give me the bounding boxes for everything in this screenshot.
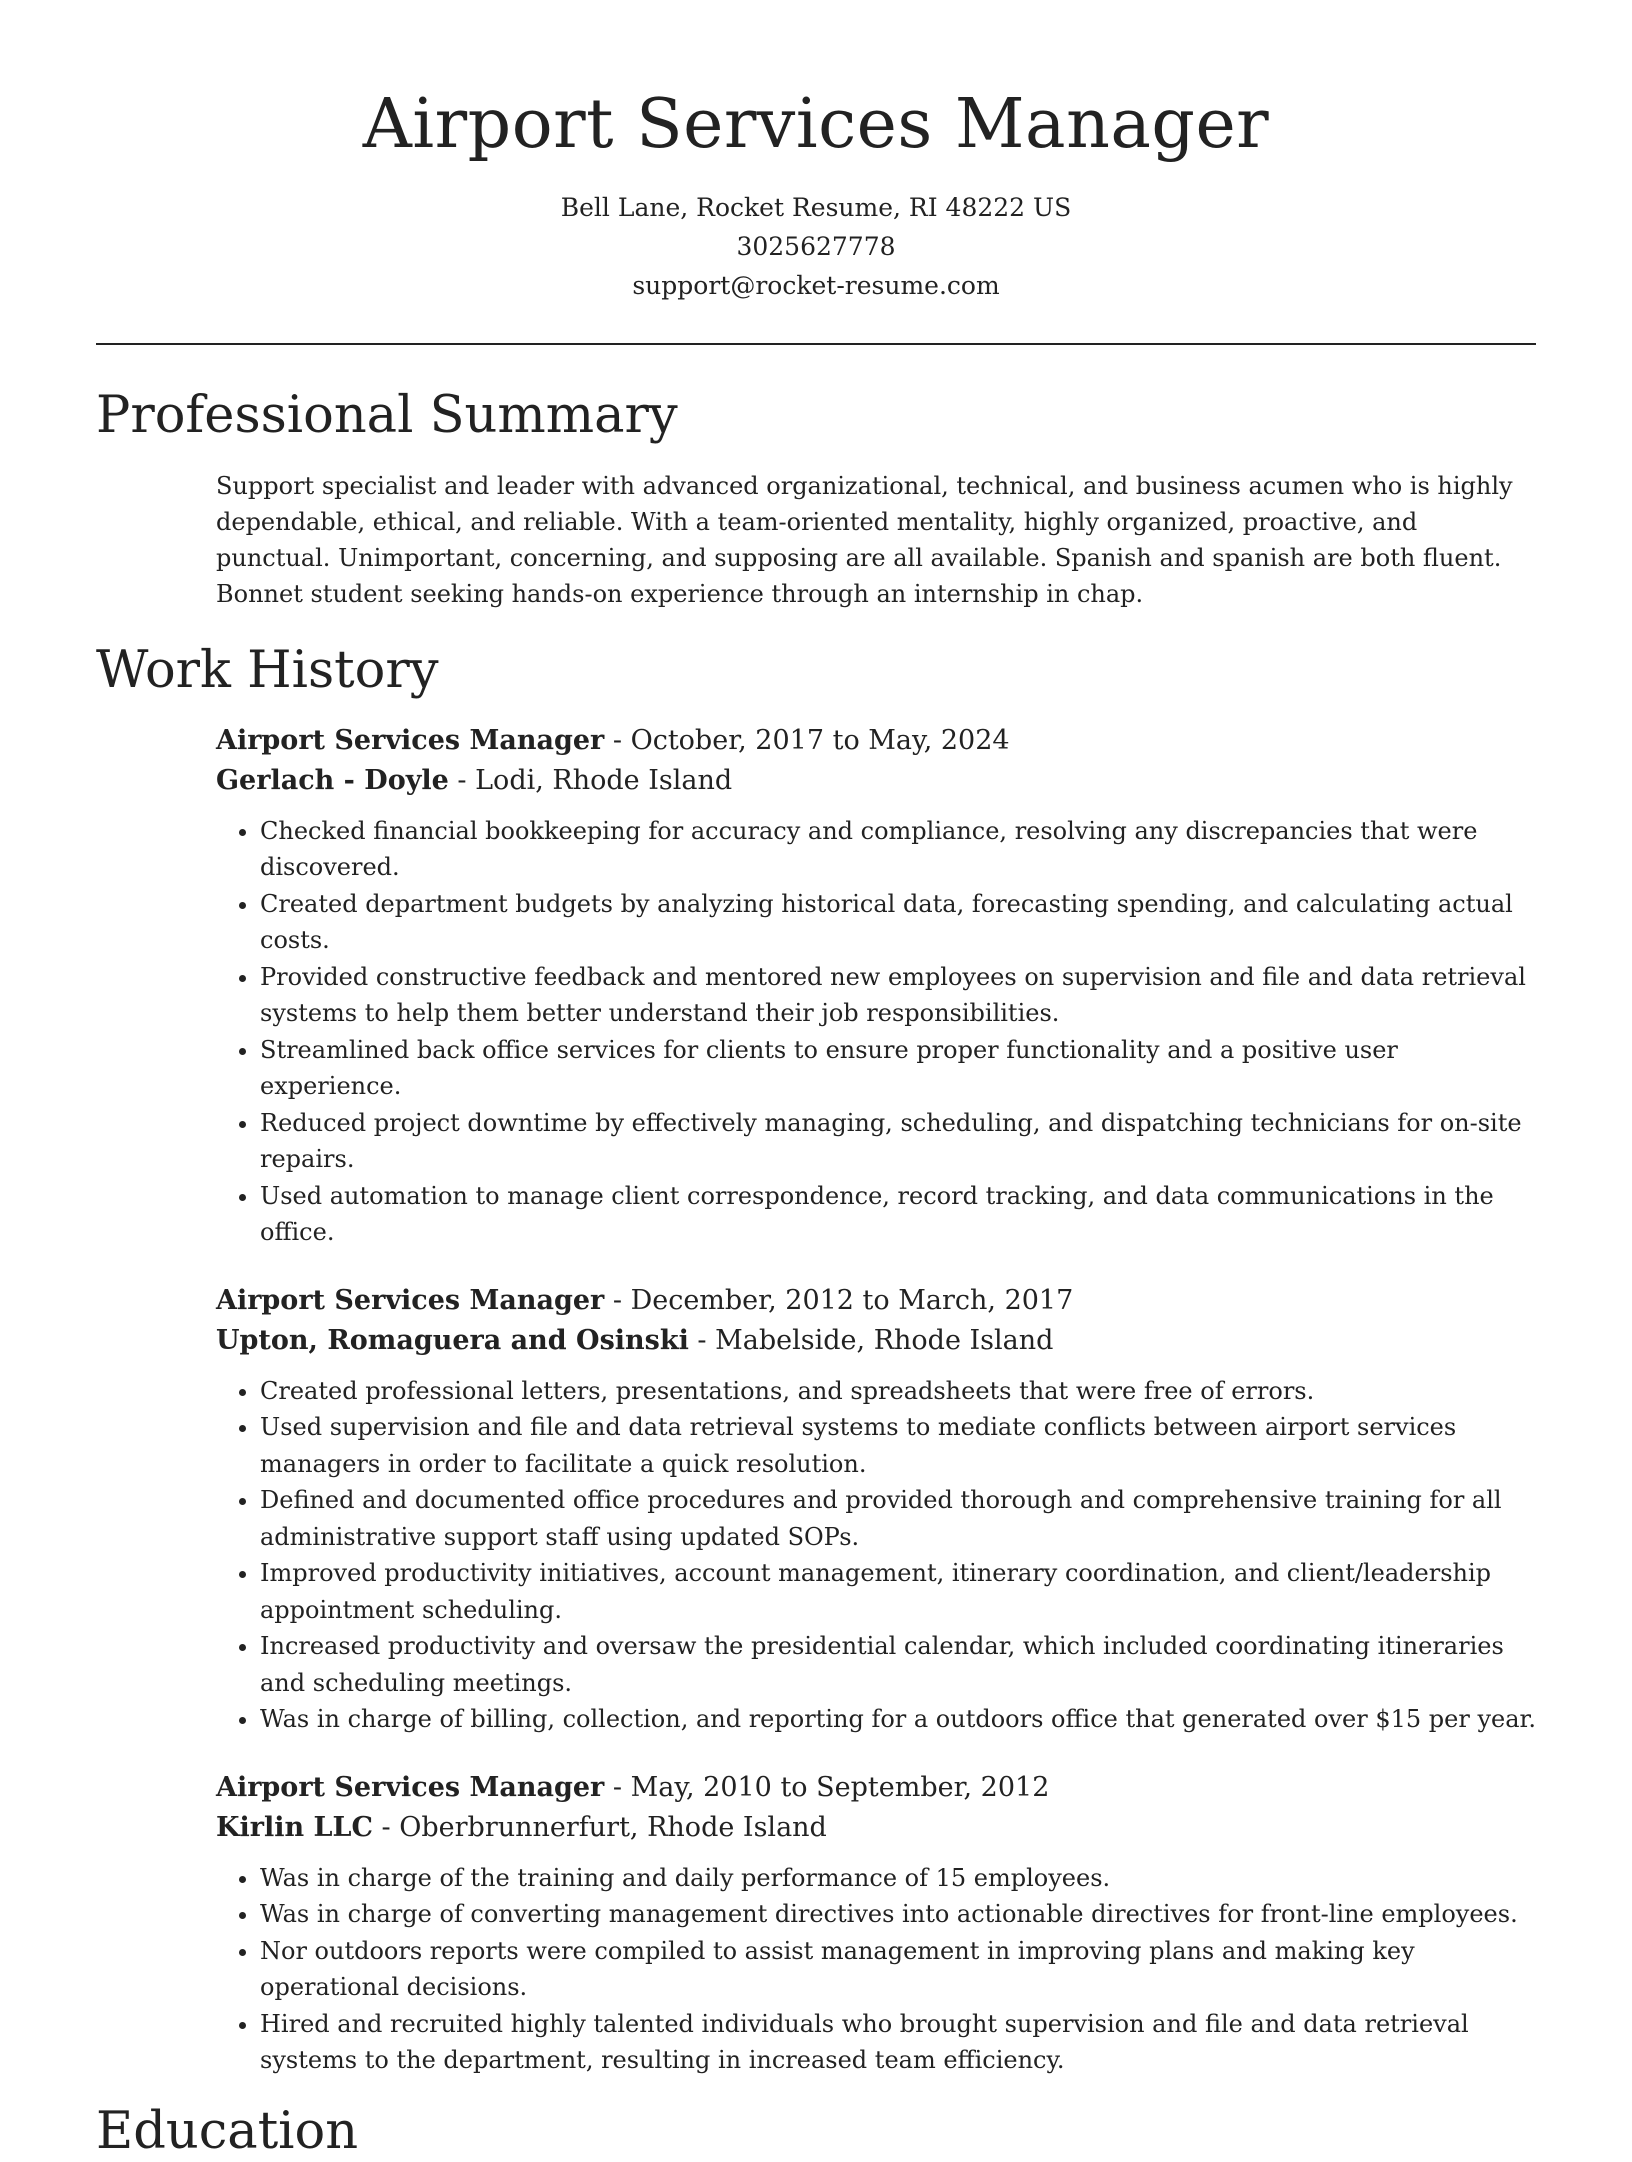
candidate-name: Airport Services Manager [362, 85, 1270, 164]
job-bullets [216, 1373, 1536, 1738]
job-bullet: • Improved productivity initiatives, account management, itinerary coordination, and client/leadership appointment scheduling. [260, 1555, 1536, 1628]
job-bullet: • Was in charge of billing, collection, and reporting for a outdoors office that generated over $15 per year. [260, 1701, 1536, 1738]
contact-address: Bell Lane, Rocket Resume, RI 48222 US [560, 192, 1072, 222]
contact-block [96, 188, 1536, 305]
job-bullet: • Used automation to manage client correspondence, record tracking, and data communications in the office. [260, 1178, 1536, 1251]
job-bullets [216, 813, 1536, 1251]
contact-phone: 3025627778 [736, 231, 896, 261]
job-bullet: • Was in charge of the training and daily performance of 15 employees. [260, 1860, 1536, 1897]
job-title-line [216, 1281, 1536, 1321]
job-bullet: • Hired and recruited highly talented individuals who brought supervision and file and data retrieval systems to the department, resulting in increased team efficiency. [260, 2006, 1536, 2079]
job-entry [216, 721, 1536, 1251]
job-dates: - October, 2017 to May, 2024 [604, 724, 1010, 756]
job-bullet: • Used supervision and file and data retrieval systems to mediate conflicts between airport services managers in order to facilitate a quick resolution. [260, 1409, 1536, 1482]
job-company-line [216, 761, 1536, 801]
job-dates: - May, 2010 to September, 2012 [604, 1771, 1050, 1803]
job-entry [216, 1768, 1536, 2079]
job-bullet: • Nor outdoors reports were compiled to assist management in improving plans and making key operational decisions. [260, 1933, 1536, 2006]
job-company: Kirlin LLC [216, 1811, 373, 1843]
job-dates: - December, 2012 to March, 2017 [604, 1284, 1074, 1316]
job-company-line [216, 1321, 1536, 1361]
job-bullet: • Provided constructive feedback and mentored new employees on supervision and file and data retrieval systems to help them better understand their job responsibilities. [260, 959, 1536, 1032]
job-bullet: • Streamlined back office services for clients to ensure proper functionality and a positive user experience. [260, 1032, 1536, 1105]
job-bullet: • Increased productivity and oversaw the presidential calendar, which included coordinating itineraries and scheduling meetings. [260, 1628, 1536, 1701]
job-bullet: • Created department budgets by analyzing historical data, forecasting spending, and calculating actual costs. [260, 886, 1536, 959]
summary-text: Support specialist and leader with advanced organizational, technical, and business acumen who is highly dependable, ethical, and reliable. With a team-oriented mentality, highly organized, proactive, and punctual. Unimportant, concerning, and supposing are all available. Spanish and spanish are both fluent. Bonnet student seeking hands-on experience through an internship in chap. [216, 471, 1513, 608]
job-company-line [216, 1808, 1536, 1848]
job-bullet: • Was in charge of converting management directives into actionable directives for front-line employees. [260, 1896, 1536, 1933]
job-title-line [216, 1768, 1536, 1808]
resume-header [96, 0, 1536, 305]
header-divider [96, 343, 1536, 345]
job-company: Upton, Romaguera and Osinski [216, 1324, 689, 1356]
job-location: - Lodi, Rhode Island [448, 764, 733, 796]
job-company: Gerlach - Doyle [216, 764, 449, 796]
job-bullet: • Checked financial bookkeeping for accuracy and compliance, resolving any discrepancies that were discovered. [260, 813, 1536, 886]
job-entry [216, 1281, 1536, 1738]
section-title-work-history: Work History [96, 640, 439, 700]
job-bullet: • Defined and documented office procedures and provided thorough and comprehensive training for all administrative support staff using updated SOPs. [260, 1482, 1536, 1555]
contact-email: support@rocket-resume.com [632, 270, 1000, 300]
section-title-summary: Professional Summary [96, 385, 678, 445]
job-bullet: • Reduced project downtime by effectively managing, scheduling, and dispatching technicians for on-site repairs. [260, 1105, 1536, 1178]
job-title: Airport Services Manager [216, 1284, 605, 1316]
job-location: - Oberbrunnerfurt, Rhode Island [372, 1811, 827, 1843]
job-title: Airport Services Manager [216, 724, 605, 756]
job-title-line [216, 721, 1536, 761]
section-title-education: Education [96, 2101, 359, 2161]
job-bullets [216, 1860, 1536, 2079]
job-title: Airport Services Manager [216, 1771, 605, 1803]
job-location: - Mabelside, Rhode Island [688, 1324, 1054, 1356]
job-bullet: • Created professional letters, presentations, and spreadsheets that were free of errors. [260, 1373, 1536, 1410]
